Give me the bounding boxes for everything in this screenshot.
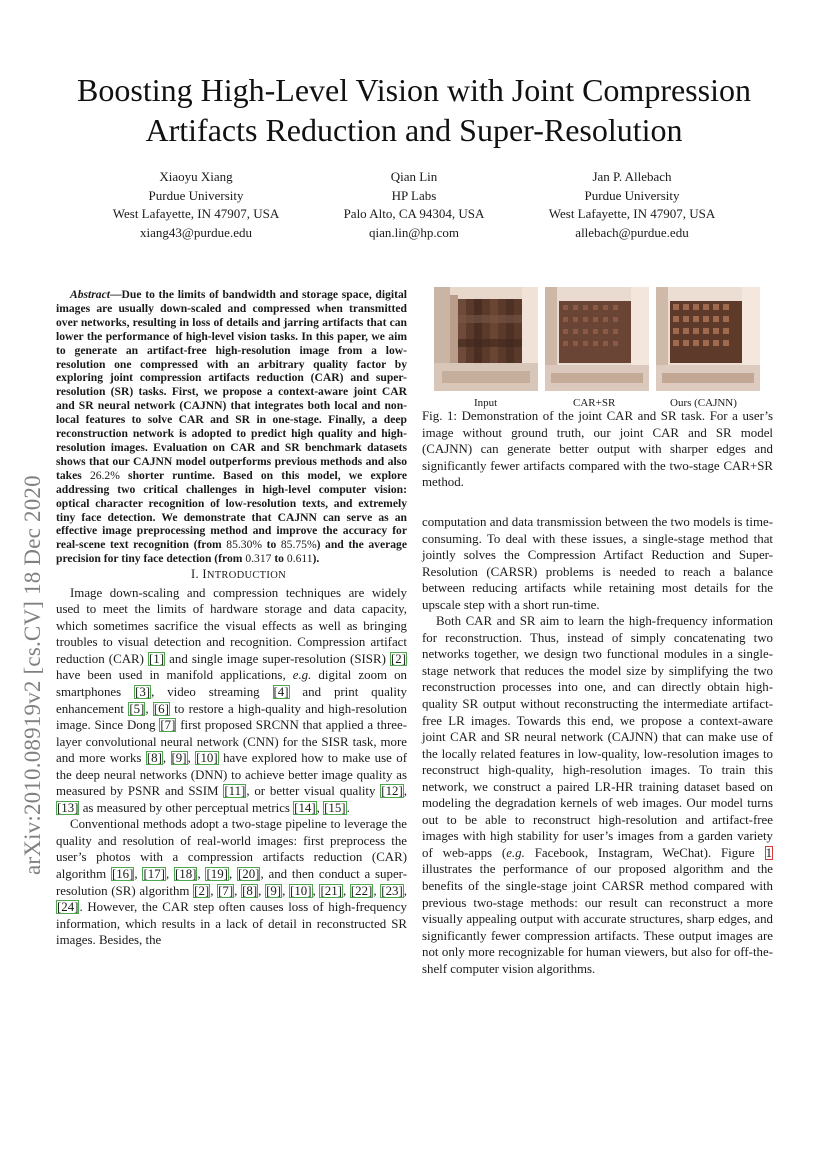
citation-link[interactable]: [11] (224, 784, 246, 799)
author-block-1 (76, 168, 316, 242)
citation-link[interactable]: [10] (290, 883, 312, 898)
author-email[interactable]: qian.lin@hp.com (369, 224, 459, 240)
author-block-3 (512, 168, 752, 242)
intro-paragraph-1: Image down-scaling and compression techniques are widely used to meet the limits of hardware storage and data capacity, which sometimes sacrifice the visual effects as well as bringing troubles to visual detection and recognition. Compression artifact reduction (CAR) [1] and single image super-resolution (SISR) [2] have been used in manifold applications, e.g. digital zoom on smartphones [3], video streaming [4] and print quality enhancement [5], [6] to restore a high-quality and high-resolution image. Since Dong [7] first proposed SRCNN that applied a three-layer convolutional neural network (CNN) for the SISR task, more and more works [8], [9], [10] have explored how to make use of the deep neural networks (DNN) to achieve better image quality as measured by PSNR and SSIM [11], or better visual quality [12], [13] as measured by other perceptual metrics [14], [15]. (56, 585, 407, 815)
title-line-2: Artifacts Reduction and Super-Resolution (145, 112, 683, 148)
citation-link[interactable]: [7] (218, 883, 234, 898)
citation-link[interactable]: [2] (194, 883, 210, 898)
citation-link[interactable]: [18] (174, 866, 197, 881)
citation-link[interactable]: [12] (381, 784, 403, 799)
figure-1 (434, 287, 760, 391)
author-affiliation: Purdue University (148, 187, 244, 203)
right-paragraph-2: Both CAR and SR aim to learn the high-frequency information for reconstruction. Thus, instead of simply concatenating two networks together, we design two functional modules in a single-stage network that reduces the model size by simplifying the two reconstruction processes into one, and can directly obtain high-quality SR output without reconstructing the intermediate artifact-free LR images. Towards this end, we propose a context-aware joint CAR and SR neural network (CAJNN) that can make use of the locally related features in low-quality, low-resolution images to reconstruct high-quality, high-resolution images. To train this network, we construct a paired LR-HR training dataset based on modeling the degradation kernels of web images. Our model turns out to be able to reconstruct high-resolution and artifact-free images with high stability for user’s images from a garden variety of web-apps (e.g. Facebook, Instagram, WeChat). Figure 1 illustrates the performance of our proposed algorithm and the benefits of the single-stage joint CARSR method compared with previous two-stage methods: our result can reconstruct a more visually appealing output with accurate structures, sharp edges, and significantly fewer compression artifacts. These output images are not only more recognizable for human viewers, but also for off-the-shelf computer vision algorithms. (422, 614, 773, 976)
figure-reference-link[interactable]: 1 (765, 845, 773, 860)
citation-link[interactable]: [2] (390, 651, 407, 666)
author-affiliation: Purdue University (584, 187, 680, 203)
intro-paragraph-2: Conventional methods adopt a two-stage pipeline to leverage the quality and resolution of real-world images: first preprocess the user’s photos with a compression artifacts reduction (CAR) algorithm [16], [17], [18], [19], [20], and then conduct a super-resolution (SR) algorithm [2], [7], [8], [9], [10], [21], [22], [23], [24]. However, the CAR step often causes loss of high-frequency information, which results in a lack of detail in reconstructed SR images. Besides, the (56, 817, 408, 948)
section-heading-introduction: I. INTRODUCTION (191, 567, 286, 582)
author-address: West Lafayette, IN 47907, USA (112, 206, 280, 221)
citation-link[interactable]: [10] (196, 751, 218, 766)
citation-link[interactable]: [4] (273, 684, 289, 699)
citation-link[interactable]: [6] (153, 701, 169, 716)
citation-link[interactable]: [23] (381, 883, 403, 898)
figure-image-ours-cajnn (656, 287, 760, 391)
author-name: Jan P. Allebach (592, 169, 672, 184)
citation-link[interactable]: [8] (146, 751, 162, 766)
author-block-2 (294, 168, 534, 242)
figure-image-car-sr (545, 287, 649, 391)
figure-label-car-sr: CAR+SR (573, 397, 616, 409)
figure-label-ours: Ours (CAJNN) (670, 397, 737, 409)
citation-link[interactable]: [19] (206, 866, 228, 881)
author-email[interactable]: xiang43@purdue.edu (140, 224, 252, 240)
citation-link[interactable]: [21] (320, 883, 342, 898)
author-affiliation: HP Labs (391, 187, 437, 203)
author-address: Palo Alto, CA 94304, USA (343, 206, 485, 221)
citation-link[interactable]: [9] (171, 751, 187, 766)
right-paragraph-1: computation and data transmission between the two models is time-consuming. To deal with these issues, a single-stage method that jointly solves the Compression Artifact Reduction and Super-Resolution (CARSR) problems is needed to reach a balance between reducing artifacts while retaining most details for the upscale step with a short run-time. (422, 515, 773, 612)
figure-1-caption: Fig. 1: Demonstration of the joint CAR and SR task. For a user’s image without ground truth, our joint CAR and SR model (CAJNN) can generate better output with sharper edges and significantly fewer artifacts compared with the two-stage CAR+SR method. (422, 409, 773, 490)
citation-link[interactable]: [7] (160, 718, 176, 733)
left-column (56, 288, 407, 949)
citation-link[interactable]: [22] (350, 883, 373, 898)
author-email[interactable]: allebach@purdue.edu (575, 224, 689, 240)
citation-link[interactable]: [24] (57, 900, 79, 915)
citation-link[interactable]: [1] (149, 651, 165, 666)
citation-link[interactable]: [16] (111, 866, 134, 881)
right-column (422, 514, 773, 977)
citation-link[interactable]: [5] (129, 701, 145, 716)
citation-link[interactable]: [3] (135, 684, 151, 699)
arxiv-sidebar-identifier: arXiv:2010.08919v2 [cs.CV] 18 Dec 2020 (20, 475, 45, 875)
abstract: Abstract—Due to the limits of bandwidth and storage space, digital images are usually down-scaled and compressed when transmitted over networks, resulting in loss of details and jarring artifacts that can lower the performance of high-level vision tasks. In this paper, we aim to generate an artifact-free high-resolution image from a low-resolution one compressed with an arbitrary quality factor by exploring joint compression artifacts reduction (CAR) and super-resolution (SR) tasks. First, we propose a context-aware joint CAR and SR neural network (CAJNN) that integrates both local and non-local features to solve CAR and SR in one-stage. Finally, a deep reconstruction network is adopted to predict high quality and high-resolution images. Evaluation on CAR and SR benchmark datasets shows that our CAJNN model outperforms previous methods and also takes 26.2% shorter runtime. Based on this model, we explore addressing two critical challenges in high-level computer vision: optical character recognition of low-resolution texts, and extremely tiny face detection. We demonstrate that CAJNN can serve as an effective image preprocessing method and improve the accuracy for real-scene text recognition (from 85.30% to 85.75%) and the average precision for tiny face detection (from 0.317 to 0.611). (56, 288, 407, 566)
citation-link[interactable]: [17] (143, 866, 165, 881)
citation-link[interactable]: [8] (242, 883, 258, 898)
figure-label-input: Input (474, 397, 498, 409)
paper-title (0, 70, 828, 150)
figure-image-input (434, 287, 538, 391)
citation-link[interactable]: [13] (57, 800, 79, 815)
citation-link[interactable]: [9] (266, 883, 282, 898)
title-line-1: Boosting High-Level Vision with Joint Compression (77, 72, 751, 108)
abstract-label: Abstract (70, 288, 110, 301)
author-name: Qian Lin (390, 169, 438, 184)
author-name: Xiaoyu Xiang (159, 169, 233, 184)
citation-link[interactable]: [14] (294, 800, 316, 815)
author-address: West Lafayette, IN 47907, USA (548, 206, 716, 221)
citation-link[interactable]: [15] (324, 800, 346, 815)
citation-link[interactable]: [20] (238, 866, 260, 881)
